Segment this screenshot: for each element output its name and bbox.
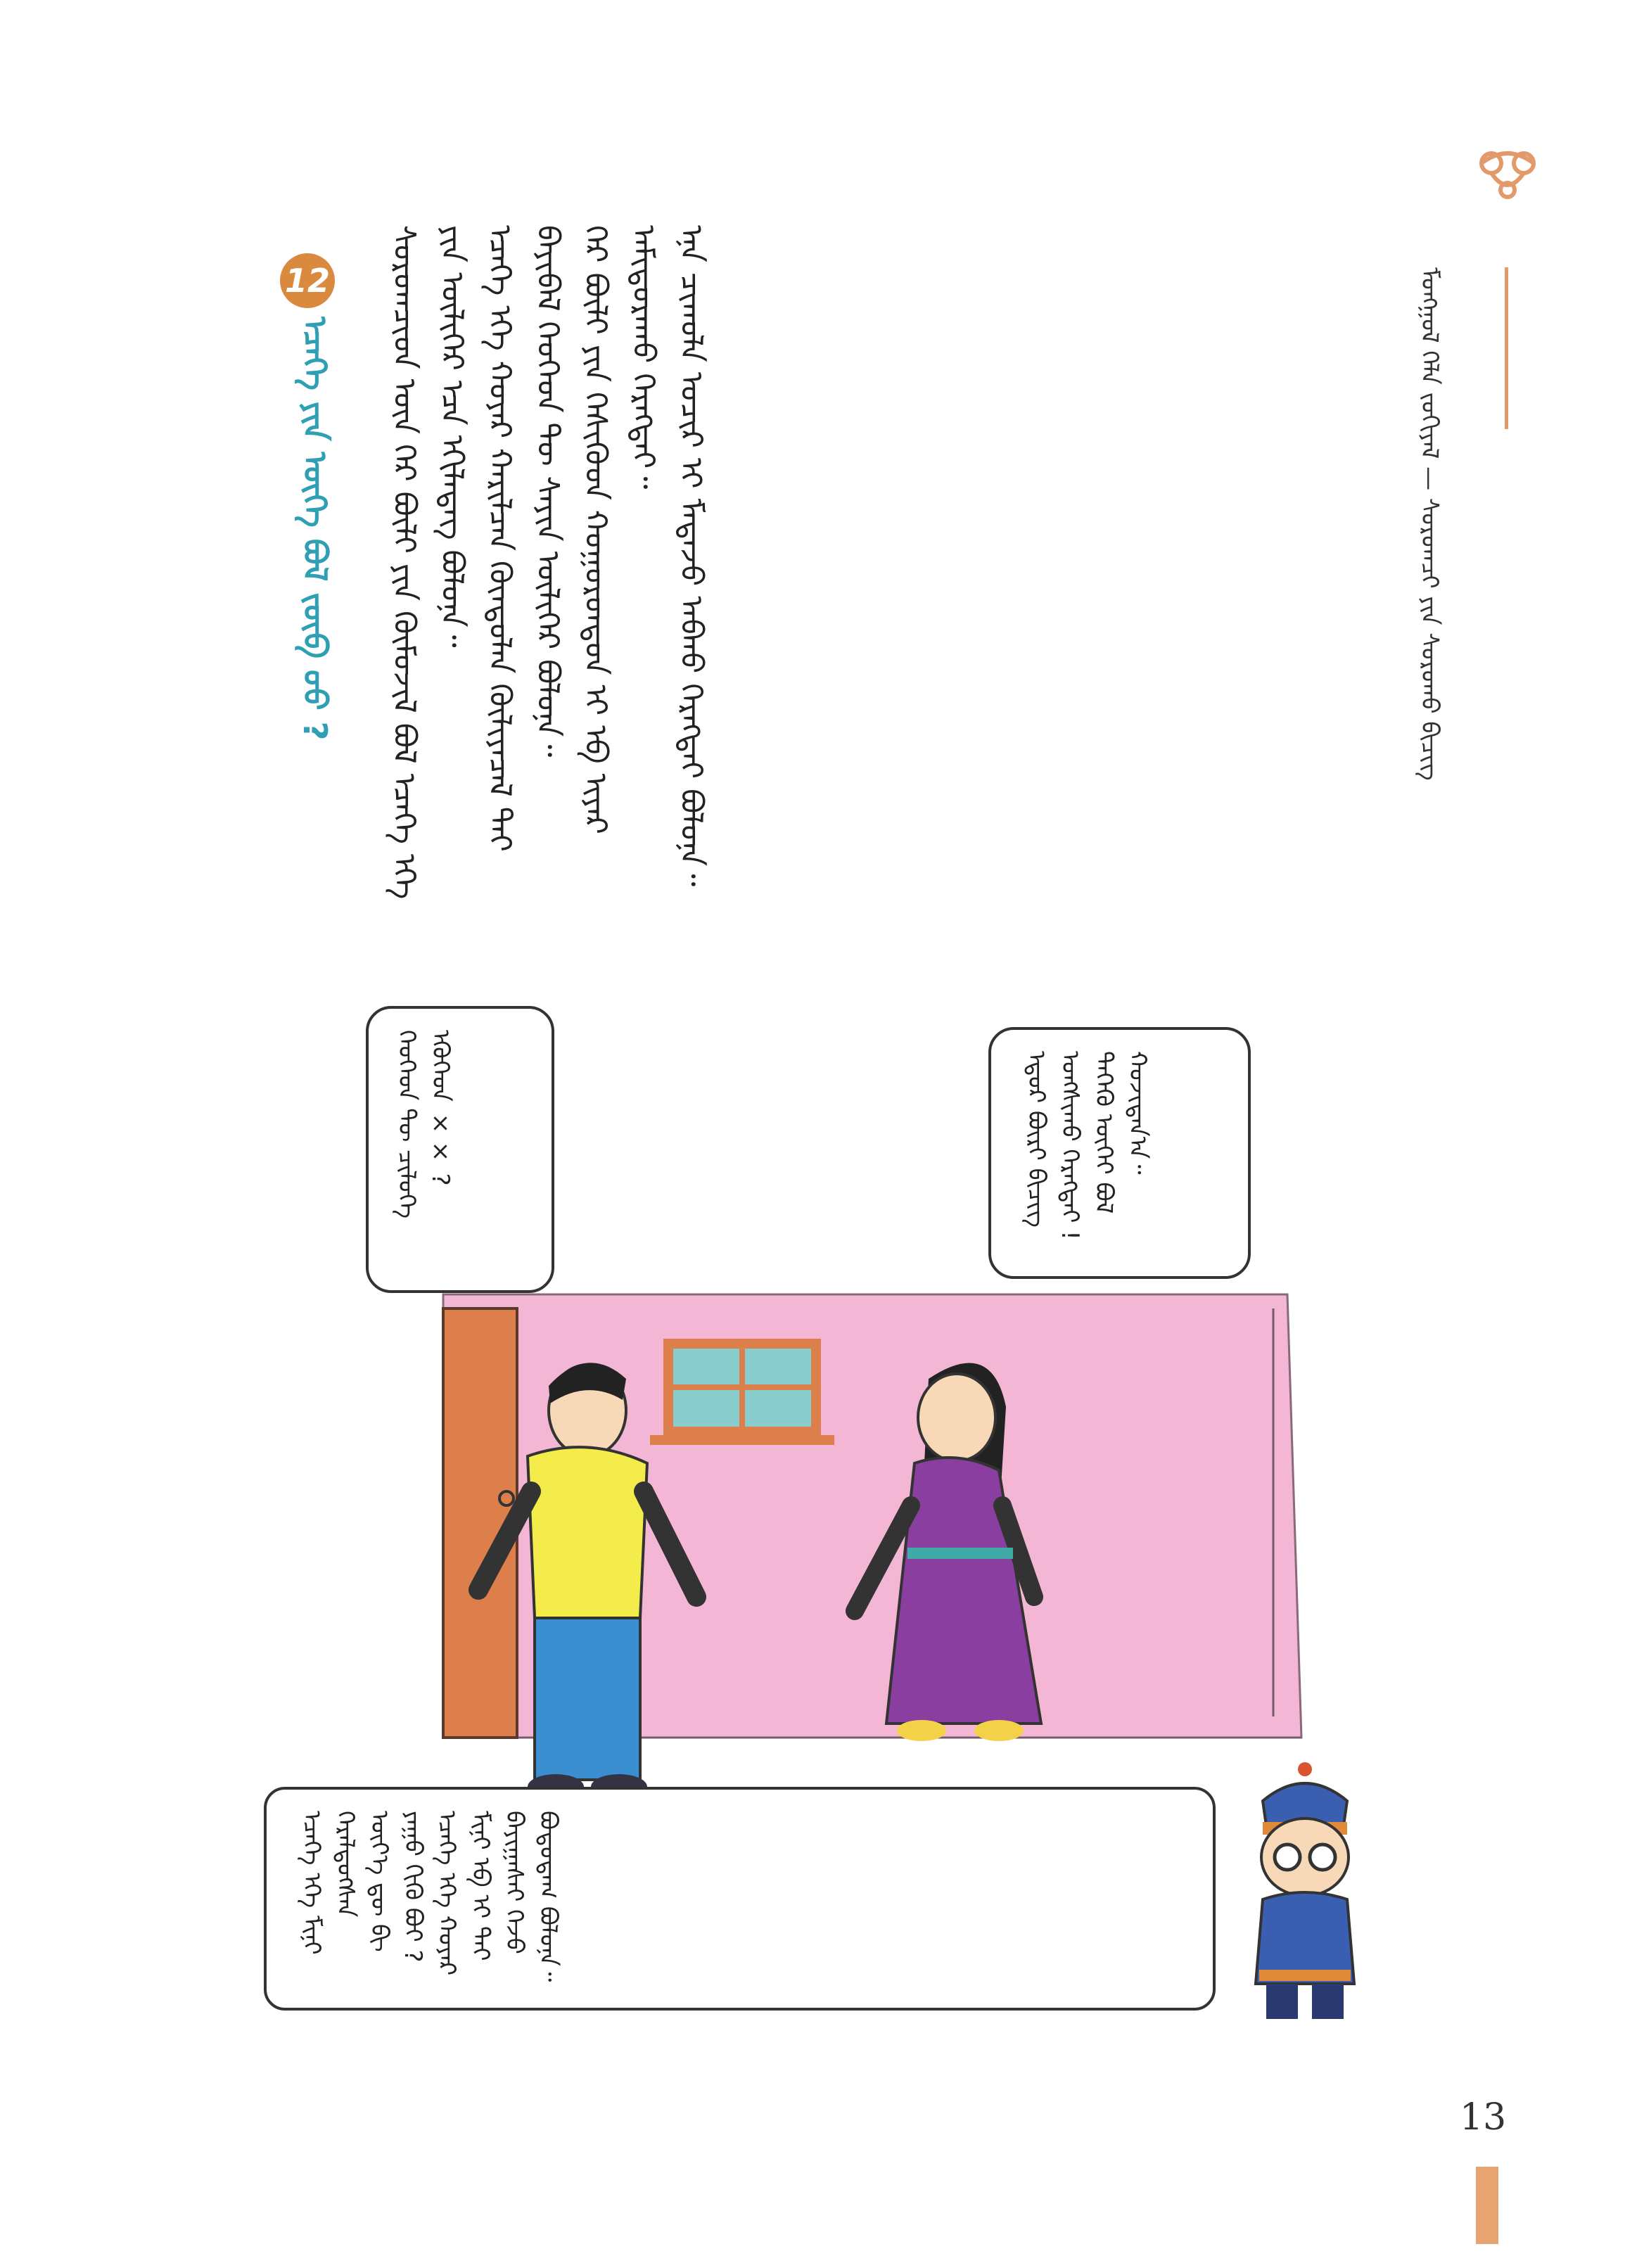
father-speech-text: ᠬᠡᠦᠬᠡᠳ ᠲᠦ ᠴᠢᠯᠦᠭᠡ ᠡᠭᠦᠭᠡᠳ ×× ? bbox=[393, 1030, 454, 1219]
page-number: 13 bbox=[1460, 2096, 1507, 2139]
mother-speech-bubble bbox=[988, 1027, 1251, 1279]
paragraph: ᠭᠡᠷ ᠪᠦᠯᠢ ᠶᠢᠨ ᠭᠡᠰᠢᠭᠦᠳ ᠬᠣᠭᠣᠷᠣᠨᠳᠣᠨ ᠡᠶ ᠡᠪ ᠢᠶᠡᠷ ᠠᠮᠢᠳᠤᠷᠠᠬᠤ ᠬᠡᠷᠡᠭᠲᠡᠢ᠃ bbox=[578, 225, 661, 834]
exercise-number-badge: 12 bbox=[280, 253, 335, 308]
father-speech-bubble bbox=[366, 1006, 554, 1293]
paragraph: ᠡᠨᠡ ᠴᠢᠬᠤᠯᠠ ᠤᠴᠢᠷ ᠢ ᠮᠡᠳᠡᠵᠦ ᠠᠪᠬᠤ ᠬᠡᠷᠡᠭᠲᠡᠢ ᠪᠣᠯᠤᠨᠠ᠃ bbox=[673, 225, 709, 887]
narrator-boy-figure bbox=[1224, 1759, 1386, 2026]
narrator-speech-bubble bbox=[264, 1787, 1216, 2011]
narrator-speech-text: ᠡᠴᠡᠭᠡ ᠡᠬᠡ ᠮᠢᠨᠢ ᠬᠡᠷᠡᠯᠳᠦᠭᠰᠡᠨ ᠦᠶ᠎ᠡ ᠳᠦ ᠪᠢ ᠶᠠᠭᠤ ᠬᠢᠬᠦ ᠪᠤᠢ ? ᠡᠴᠡᠭᠡ ᠡᠬᠡ ᠬᠣᠶᠠᠷ ᠮᠢᠨᠢ ᠡᠪ ᠡᠶ ᠲᠡᠢ ᠪᠠᠶᠢᠭᠠᠰᠠᠢ ᠭᠡᠵᠦ ᠪᠣᠳᠣᠳᠠᠭ ᠪᠣᠯᠤᠨᠠ᠃ bbox=[298, 1811, 562, 1982]
paragraph: ᠰᠤᠷᠤᠭᠴᠢᠳ ᠦᠨ ᠭᠡᠷ ᠪᠦᠯᠢ ᠶᠢᠨ ᠬᠥᠮᠦᠵᠢᠯ ᠪᠣᠯ ᠡᠴᠡᠭᠡ ᠡᠬᠡ ᠶᠢᠨ ᠦᠯᠢᠭᠡᠷ ᠡᠴᠡ ᠡᠬᠢᠯᠡᠳᠡᠭ ᠪᠣᠯᠤᠨᠠ᠃ bbox=[386, 225, 470, 900]
header-divider-line bbox=[1505, 267, 1508, 429]
paragraph: ᠡᠴᠡᠭᠡ ᠡᠬᠡ ᠬᠣᠶᠠᠷ ᠬᠠᠷᠢᠯᠴᠠᠨ ᠬᠦᠨᠳᠦᠯᠡᠨ ᠬᠦᠯᠢᠶᠡᠴᠡᠯ ᠲᠡᠢ ᠪᠠᠶᠢᠪᠠᠯ ᠬᠡᠦᠬᠡᠳ ᠲᠦ ᠰᠠᠶᠢᠨ ᠦᠯᠢᠭᠡᠷ ᠪᠣᠯᠤᠨᠠ᠃ bbox=[482, 225, 566, 852]
page-accent-bar bbox=[1476, 2167, 1498, 2244]
mother-speech-text: ᠡᠳᠦᠷ ᠪᠦᠷᠢ ᠪᠢᠴᠢᠭ ᠤᠩᠰᠢᠬᠤ ᠬᠡᠷᠡᠭᠲᠡᠢ ! ᠲᠡᠭᠡᠬᠦ ᠦᠭᠡᠢ ᠪᠣᠯ ᠬᠣᠵᠢᠳᠠᠨ᠎ᠠ᠃ bbox=[1022, 1051, 1152, 1240]
exercise-title: ᠡᠴᠡᠭᠡ ᠶᠢᠨ ᠦᠭᠡ ᠪᠣᠯ ᠵᠥᠪ ᠦᠦ ? bbox=[296, 317, 334, 741]
body-text bbox=[380, 225, 1386, 943]
running-head: ᠮᠣᠩᠭᠣᠯ ᠬᠡᠯᠡ ᠵᠣᠬᠢᠶᠠᠯ — ᠰᠤᠷᠤᠭᠴᠢ ᠶᠢᠨ ᠰᠤᠷᠤᠬᠤ ᠪᠢᠴᠢᠭ bbox=[1415, 267, 1444, 781]
